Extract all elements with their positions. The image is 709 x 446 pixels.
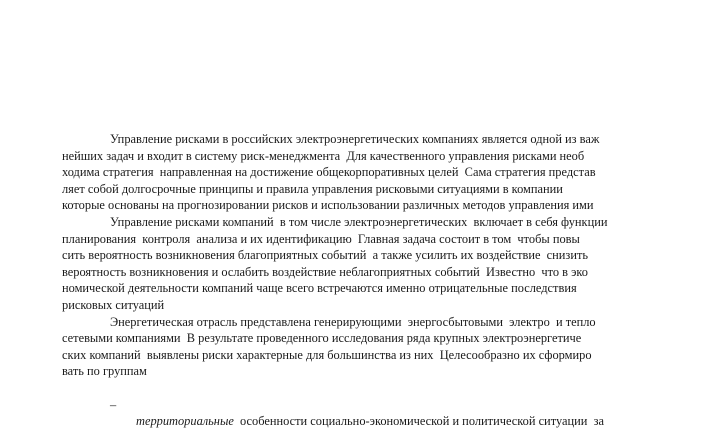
text-line: вероятность возникновения и ослабить воздействие неблагоприятных событий Известно что в эко bbox=[62, 264, 589, 279]
text-line: рисковых ситуаций bbox=[62, 297, 165, 312]
list-item-text bbox=[136, 413, 604, 430]
text-line: Энергетическая отрасль представлена генерирующими энергосбытовыми электро и тепло bbox=[110, 314, 596, 329]
text-line: сить вероятность возникновения благоприятных событий а также усилить их воздействие снизить bbox=[62, 248, 589, 263]
text-line: ских компаний выявлены риски характерные для большинства из них Целесообразно их сформиро bbox=[62, 347, 592, 362]
text-line: сетевыми компаниями В результате проведенного исследования ряда крупных электроэнергетиче bbox=[62, 331, 582, 346]
text-line: вать по группам bbox=[62, 364, 147, 379]
paragraph-1 bbox=[62, 131, 644, 214]
text-line: номической деятельности компаний чаще всего встречаются именно отрицательные последствия bbox=[62, 281, 577, 296]
list-item-body: особенности социально-экономической и политической ситуации за bbox=[233, 414, 604, 429]
text-line: нейших задач и входит в систему риск-менеджмента Для качественного управления рисками необ bbox=[62, 148, 585, 163]
text-line: которые основаны на прогнозировании рисков и использовании различных методов управления ими bbox=[62, 198, 594, 213]
body-text bbox=[62, 131, 644, 429]
text-line: Управление рисками в российских электроэнергетических компаниях является одной из важ bbox=[110, 132, 600, 146]
text-line: Управление рисками компаний в том числе электроэнергетических включает в себя функции bbox=[110, 214, 608, 229]
list-item bbox=[62, 380, 644, 429]
list-bullet-dash: – bbox=[110, 397, 117, 412]
paragraph-2 bbox=[62, 214, 644, 314]
text-line: ляет собой долгосрочные принципы и правила управления рисковыми ситуациями в компании bbox=[62, 181, 563, 196]
text-line: планирования контроля анализа и их идентификацию Главная задача состоит в том чтобы повы bbox=[62, 231, 580, 246]
paragraph-3 bbox=[62, 314, 644, 380]
text-line: ходима стратегия направленная на достижение общекорпоративных целей Сама стратегия представ bbox=[62, 165, 596, 180]
list-item-term: территориальные bbox=[136, 414, 234, 429]
